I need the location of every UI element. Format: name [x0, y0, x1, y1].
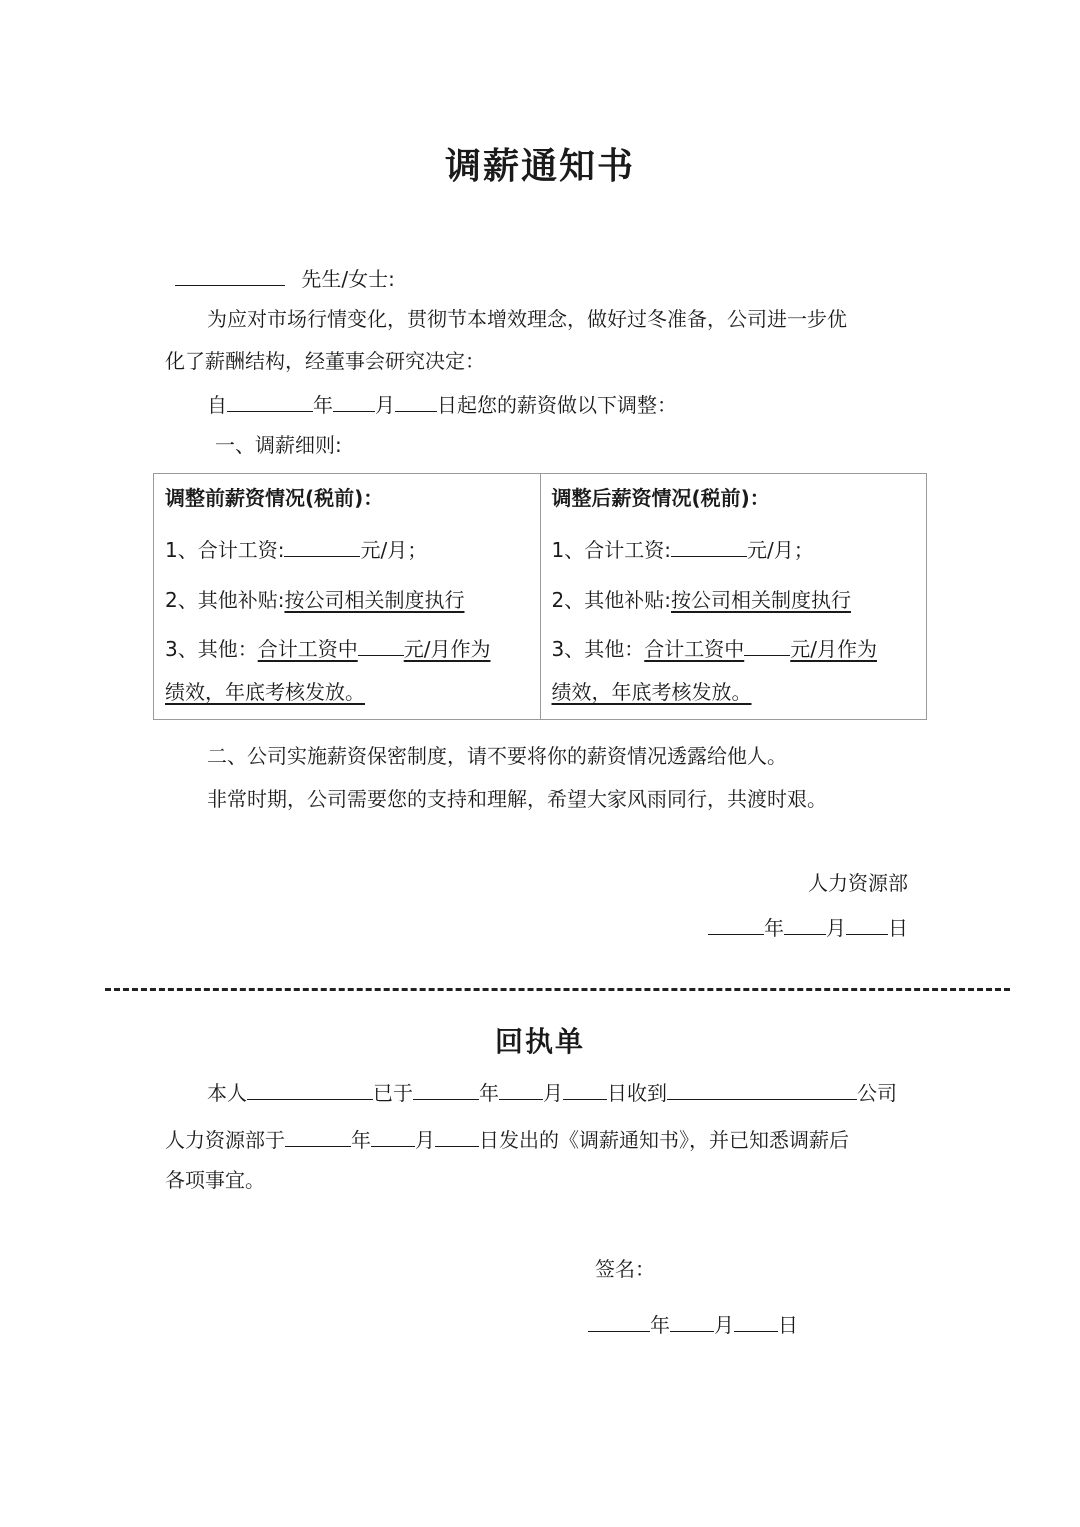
signature-field[interactable]	[660, 1278, 840, 1282]
name-blank[interactable]	[175, 263, 285, 286]
notice-month-blank[interactable]	[784, 912, 826, 935]
before-item-2-value: 按公司相关制度执行	[284, 588, 465, 612]
notice-day-blank[interactable]	[846, 912, 888, 935]
receipt-issue-day-blank[interactable]	[435, 1124, 479, 1147]
receipt-day-blank[interactable]	[563, 1077, 607, 1100]
after-item-3-label: 3、其他：	[551, 637, 645, 661]
effective-day-blank[interactable]	[395, 389, 437, 412]
receipt-name-blank[interactable]	[247, 1077, 373, 1100]
receipt-month-label: 月	[543, 1081, 563, 1105]
before-item-2	[165, 586, 530, 614]
before-item-2-label: 2、其他补贴:	[165, 588, 285, 612]
sign-year-blank[interactable]	[588, 1309, 650, 1332]
receipt-received-label: 日收到	[607, 1081, 667, 1105]
salary-details-table	[153, 473, 927, 720]
receipt-company-blank[interactable]	[667, 1077, 857, 1100]
before-item-3-text-b: 元/月作为	[403, 637, 491, 661]
before-item-3-text-c: 绩效，年底考核发放。	[165, 680, 365, 704]
receipt-issue-year-blank[interactable]	[285, 1124, 351, 1147]
intro-line-2: 化了薪酬结构，经董事会研究决定：	[165, 349, 485, 373]
receipt-issued-text: 日发出的《调薪通知书》，并已知悉调薪后	[479, 1128, 849, 1152]
receipt-year-label: 年	[479, 1081, 499, 1105]
after-heading: 调整后薪资情况(税前)：	[551, 486, 770, 510]
notice-year-blank[interactable]	[708, 912, 764, 935]
after-item-3-text-a: 合计工资中	[644, 637, 745, 661]
notice-title: 调薪通知书	[444, 146, 635, 187]
salutation-text: 先生/女士:	[301, 267, 395, 291]
after-item-2	[552, 586, 917, 614]
sign-month-label: 月	[714, 1313, 734, 1337]
notice-year-label: 年	[764, 916, 784, 940]
receipt-issue-month-blank[interactable]	[371, 1124, 415, 1147]
effective-date-line	[207, 389, 677, 419]
intro-line-1: 为应对市场行情变化，贯彻节本增效理念，做好过冬准备，公司进一步优	[207, 307, 847, 331]
effective-month-blank[interactable]	[333, 389, 375, 412]
before-item-3-text-a: 合计工资中	[257, 637, 358, 661]
before-item-3	[165, 628, 530, 714]
after-item-2-value: 按公司相关制度执行	[670, 588, 851, 612]
receipt-company-label: 公司	[857, 1081, 897, 1105]
before-item-1-unit: 元/月；	[360, 538, 428, 562]
before-performance-blank[interactable]	[358, 633, 404, 656]
cut-line-divider	[105, 988, 1010, 991]
after-item-3-text-b: 元/月作为	[790, 637, 877, 661]
section-1-heading: 一、调薪细则:	[215, 433, 342, 457]
signature-label: 签名：	[595, 1257, 655, 1281]
after-item-3	[552, 628, 917, 714]
section-2-text: 二、公司实施薪资保密制度，请不要将你的薪资情况透露给他人。	[207, 744, 787, 768]
sign-day-label: 日	[778, 1313, 798, 1337]
before-heading: 调整前薪资情况(税前)：	[165, 486, 384, 510]
day-suffix: 日起您的薪资做以下调整：	[437, 393, 677, 417]
effective-year-blank[interactable]	[227, 389, 313, 412]
receipt-hr-label: 人力资源部于	[165, 1128, 285, 1152]
sign-day-blank[interactable]	[734, 1309, 778, 1332]
after-item-1	[552, 534, 917, 564]
notice-day-label: 日	[888, 916, 908, 940]
receipt-line-3: 各项事宜。	[165, 1168, 265, 1192]
after-item-1-unit: 元/月；	[746, 538, 814, 562]
receipt-year-blank[interactable]	[413, 1077, 479, 1100]
before-item-3-label: 3、其他：	[165, 637, 258, 661]
receipt-month-blank[interactable]	[499, 1077, 543, 1100]
receipt-title: 回执单	[494, 1025, 585, 1058]
after-item-3-text-c: 绩效，年底考核发放。	[551, 680, 752, 704]
sign-month-blank[interactable]	[670, 1309, 714, 1332]
month-label: 月	[375, 393, 395, 417]
receipt-line-1	[207, 1077, 897, 1107]
receipt-line-2	[165, 1124, 849, 1154]
receipt-issue-year-label: 年	[351, 1128, 371, 1152]
receipt-issue-month-label: 月	[415, 1128, 435, 1152]
receipt-already-label: 已于	[373, 1081, 413, 1105]
after-performance-blank[interactable]	[744, 633, 790, 656]
notice-month-label: 月	[826, 916, 846, 940]
before-total-salary-blank[interactable]	[284, 534, 360, 557]
notice-date-line	[708, 912, 908, 942]
sign-year-label: 年	[650, 1313, 670, 1337]
salutation-line	[175, 263, 395, 293]
before-item-1	[165, 534, 530, 564]
department-signature: 人力资源部	[808, 871, 908, 895]
closing-text: 非常时期，公司需要您的支持和理解，希望大家风雨同行，共渡时艰。	[207, 787, 827, 811]
before-adjustment-cell	[154, 474, 541, 720]
receipt-sign-date-line	[588, 1309, 798, 1339]
before-item-1-label: 1、合计工资:	[165, 538, 285, 562]
after-item-1-label: 1、合计工资:	[551, 538, 671, 562]
date-prefix: 自	[207, 393, 227, 417]
after-total-salary-blank[interactable]	[671, 534, 747, 557]
after-adjustment-cell	[540, 474, 927, 720]
after-item-2-label: 2、其他补贴:	[551, 588, 671, 612]
receipt-self-label: 本人	[207, 1081, 247, 1105]
year-label: 年	[313, 393, 333, 417]
